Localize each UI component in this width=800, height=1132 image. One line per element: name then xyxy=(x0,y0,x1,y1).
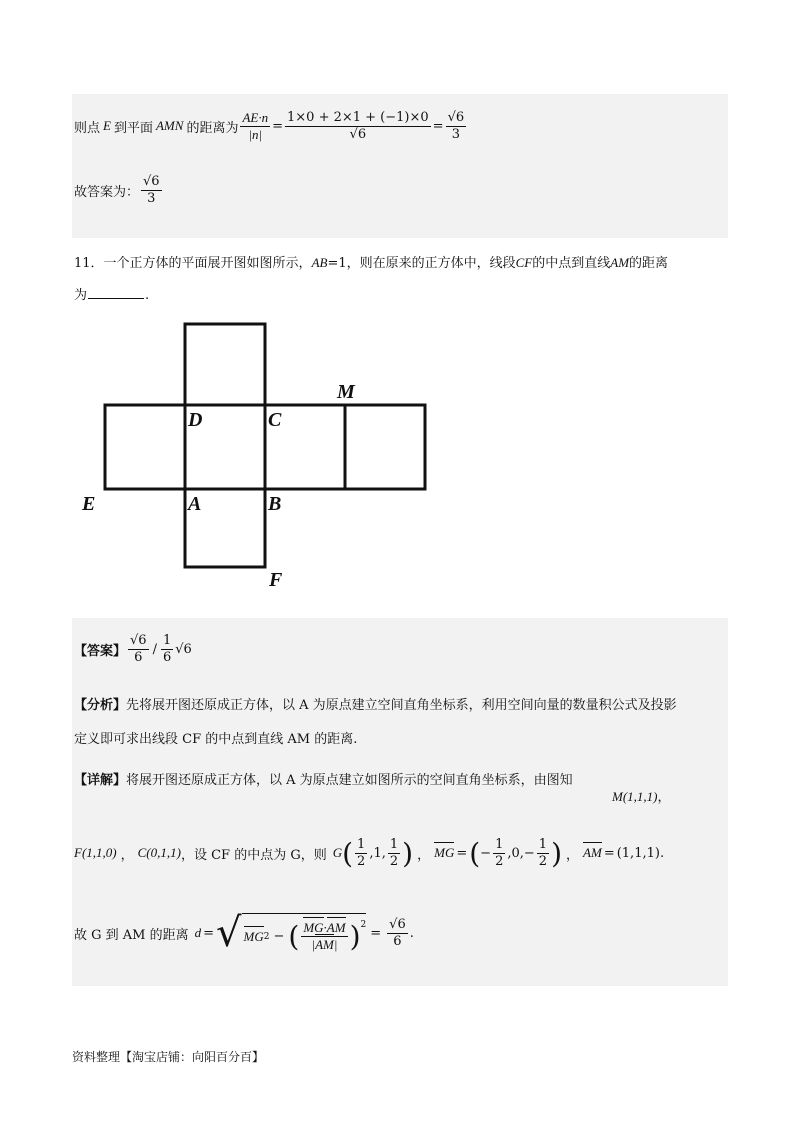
sqrt-symbol: √ xyxy=(216,910,242,956)
label-F: F xyxy=(269,569,283,591)
g-z-fraction: $\frac{1}{2}$ xyxy=(389,836,399,869)
question-11-line2: 为 . xyxy=(74,288,150,303)
mg-x-fraction: $\frac{1}{2}$ xyxy=(495,836,504,869)
analysis-line2: 定义即可求出线段 CF 的中点到直线 AM 的距离. xyxy=(74,732,358,747)
answer-fraction-top: $\frac{√6}{3}$ xyxy=(143,173,160,206)
answer-line-top: 故答案为： $\frac{√6}{3}$ xyxy=(74,173,160,206)
answer-fraction-1: $\frac{√6}{6}$ xyxy=(130,632,147,665)
fraction-computation: $\frac{1\times 0 + 2\times 1 + (-1)\times 0}{√6}$ xyxy=(287,109,429,142)
label-M: M xyxy=(337,381,355,403)
answer-line: 【答案】 $\frac{√6}{6}$ / $\frac{1}{6}$ √6 xyxy=(74,632,192,665)
label-A: A xyxy=(188,493,202,515)
detail-line2: F(1,1,0) ， C(0,1,1) ，设 CF 的中点为 G，则 G ( $\frac{1}{2}$ ,1, $\frac{1}{2}$ ) ， MG = ( − $\frac{1}{2}$ ,0,− $\frac{1}{2}$ ) ， AM = (1,1,1) . xyxy=(74,836,665,870)
label-C: C xyxy=(268,409,282,431)
label-D: D xyxy=(188,409,203,431)
analysis-line1: 【分析】先将展开图还原成正方体，以 A 为原点建立空间直角坐标系，利用空间向量的数量积公式及投影 xyxy=(74,698,677,713)
label-E: E xyxy=(82,493,96,515)
net-face-top xyxy=(185,324,265,405)
detail-line1: 【详解】 将展开图还原成正方体，以 A 为原点建立如图所示的空间直角坐标系，由图知 xyxy=(74,772,573,788)
answer-fraction-2: $\frac{1}{6}$ xyxy=(162,632,172,665)
mg-z-fraction: $\frac{1}{2}$ xyxy=(538,836,548,869)
question-11-line1: 11．一个正方体的平面展开图如图所示，AB=1，则在原来的正方体中，线段CF的中点到直线AM的距离 xyxy=(74,255,669,271)
fraction-result: $\frac{√6}{3}$ xyxy=(447,109,465,142)
footer-note: 资料整理【淘宝店铺：向阳百分百】 xyxy=(72,1050,265,1064)
coord-M: M(1,1,1)， xyxy=(612,789,671,804)
distance-formula-line: 故 G 到 AM 的距离 d = √ MG 2 − ( $\frac{MG\cdot AM}{|AM|}$ ) $^2$ = $\frac{√6}{6}$ . xyxy=(74,910,414,956)
distance-line: 则点 E 到平面 AMN 的距离为 $\frac{AE\cdot n}{|n|}$ = $\frac{1\times 0 + 2\times 1 + (-1)\times 0}{√6}$ = $\frac{√6}{3}$ xyxy=(74,109,465,142)
label-B: B xyxy=(268,493,282,515)
projection-fraction: $\frac{MG\cdot AM}{|AM|}$ xyxy=(303,920,346,952)
fraction-ae-n: $\frac{AE\cdot n}{|n|}$ xyxy=(242,109,269,142)
sqrt-body: MG 2 − ( $\frac{MG\cdot AM}{|AM|}$ ) $^2$ xyxy=(242,913,367,953)
g-x-fraction: $\frac{1}{2}$ xyxy=(357,836,366,869)
result-fraction: $\frac{√6}{6}$ xyxy=(389,916,406,949)
